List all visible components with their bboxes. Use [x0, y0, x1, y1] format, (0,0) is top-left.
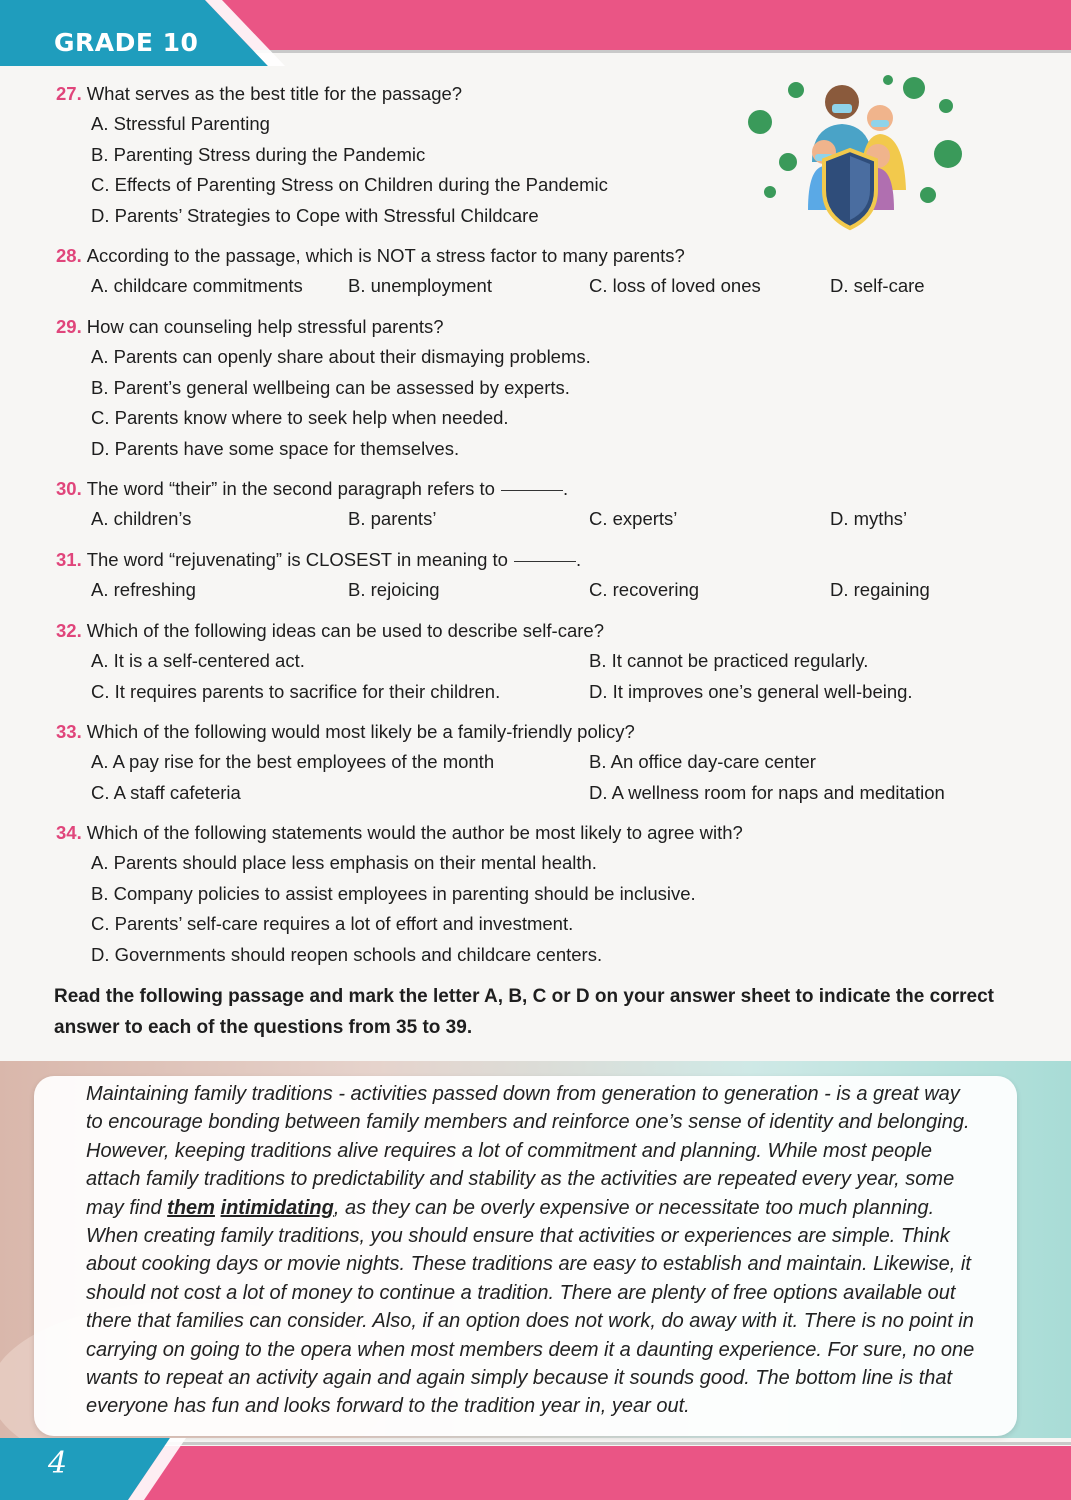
question-end: . — [575, 549, 582, 570]
question-text: What serves as the best title for the passage? — [86, 83, 463, 104]
option-d: D. self-care — [830, 275, 925, 297]
option-c: C. recovering — [589, 579, 700, 601]
option-c: C. It requires parents to sacrifice for their children. — [91, 680, 501, 702]
question-text: According to the passage, which is NOT a stress factor to many parents? — [86, 245, 685, 266]
question-number: 32. — [56, 620, 82, 641]
option-c: C. experts’ — [589, 508, 678, 530]
option-d: D. Parents’ Strategies to Cope with Stressful Childcare — [91, 204, 539, 226]
underlined-word-them: them — [167, 1196, 215, 1219]
grade-label: GRADE 10 — [54, 28, 199, 57]
option-b: B. It cannot be practiced regularly. — [589, 650, 869, 672]
option-d: D. myths’ — [830, 508, 908, 530]
option-d: D. regaining — [830, 579, 930, 601]
question-text: Which of the following ideas can be used to describe self-care? — [86, 620, 604, 641]
option-c: C. loss of loved ones — [589, 275, 761, 297]
option-c: C. Effects of Parenting Stress on Children during the Pandemic — [91, 174, 608, 196]
option-b: B. parents’ — [348, 508, 437, 530]
option-a: A. Stressful Parenting — [91, 113, 270, 135]
question-number: 27. — [56, 83, 82, 104]
question-27 — [56, 79, 1016, 231]
option-a: A. refreshing — [91, 579, 196, 601]
question-32 — [56, 616, 1016, 707]
question-text: The word “rejuvenating” is CLOSEST in meaning to — [86, 549, 508, 570]
reading-instruction: Read the following passage and mark the letter A, B, C or D on your answer sheet to indicate the correct answer to each of the questions from 35 to 39. — [54, 986, 994, 1038]
page-number: 4 — [48, 1446, 68, 1481]
question-number: 28. — [56, 245, 82, 266]
passage-part-2: , as they can be overly expensive or necessitate too much planning. When creating family traditions, you should ensure that activities or experiences are simple. Think about cooking days or movie nights. These traditions are easy to establish and maintain. Likewise, it should not cost a lot of money to continue a tradition. There are plenty of free options available out there that families can consider. Also, if an option does not work, do away with it. There is no point in carrying on going to the opera when most members deem it a daunting experience. For sure, no one wants to repeat an activity again and again simply because it sounds good. The bottom line is that everyone has fun and looks forward to the tradition year in, year out. — [86, 1196, 975, 1418]
answer-blank — [514, 561, 576, 562]
question-34 — [56, 818, 1016, 970]
question-31 — [56, 545, 1016, 606]
option-d: D. Governments should reopen schools and childcare centers. — [91, 943, 603, 965]
option-a: A. children’s — [91, 508, 192, 530]
question-text: How can counseling help stressful parents? — [86, 316, 444, 337]
footer-band — [0, 1438, 1071, 1500]
option-b: B. Company policies to assist employees in parenting should be inclusive. — [91, 882, 696, 904]
option-b: B. unemployment — [348, 275, 492, 297]
option-a: A. A pay rise for the best employees of the month — [91, 751, 495, 773]
question-text: Which of the following would most likely be a family-friendly policy? — [86, 721, 635, 742]
question-33 — [56, 717, 1016, 808]
option-c: C. A staff cafeteria — [91, 781, 241, 803]
option-b: B. Parenting Stress during the Pandemic — [91, 143, 426, 165]
question-end: . — [562, 478, 569, 499]
underlined-word-intimidating: intimidating — [220, 1196, 334, 1219]
question-30 — [56, 474, 1016, 535]
option-a: A. Parents can openly share about their dismaying problems. — [91, 346, 591, 368]
question-29 — [56, 312, 1016, 464]
option-d: D. It improves one’s general well-being. — [589, 680, 913, 702]
question-number: 34. — [56, 822, 82, 843]
option-c: C. Parents’ self-care requires a lot of effort and investment. — [91, 913, 574, 935]
option-b: B. rejoicing — [348, 579, 440, 601]
question-text: The word “their” in the second paragraph refers to — [86, 478, 495, 499]
question-28 — [56, 241, 1016, 302]
reading-passage — [86, 1080, 1016, 1421]
question-number: 31. — [56, 549, 82, 570]
question-number: 33. — [56, 721, 82, 742]
option-b: B. An office day-care center — [589, 751, 816, 773]
passage-part-1: Maintaining family traditions - activities passed down from generation to generation - is a great way to encourage bonding between family members and reinforce one’s sense of identity and belonging. However, keeping traditions alive requires a lot of commitment and planning. While most people attach family traditions to predictability and stability as the activities are repeated every year, some may find — [86, 1083, 970, 1219]
option-d: D. Parents have some space for themselves. — [91, 437, 460, 459]
answer-blank — [501, 490, 563, 491]
option-a: A. Parents should place less emphasis on their mental health. — [91, 852, 597, 874]
option-c: C. Parents know where to seek help when needed. — [91, 407, 509, 429]
option-a: A. childcare commitments — [91, 275, 303, 297]
question-number: 29. — [56, 316, 82, 337]
option-a: A. It is a self-centered act. — [91, 650, 305, 672]
question-text: Which of the following statements would the author be most likely to agree with? — [86, 822, 743, 843]
question-number: 30. — [56, 478, 82, 499]
option-b: B. Parent’s general wellbeing can be assessed by experts. — [91, 376, 570, 398]
option-d: D. A wellness room for naps and meditation — [589, 781, 945, 803]
